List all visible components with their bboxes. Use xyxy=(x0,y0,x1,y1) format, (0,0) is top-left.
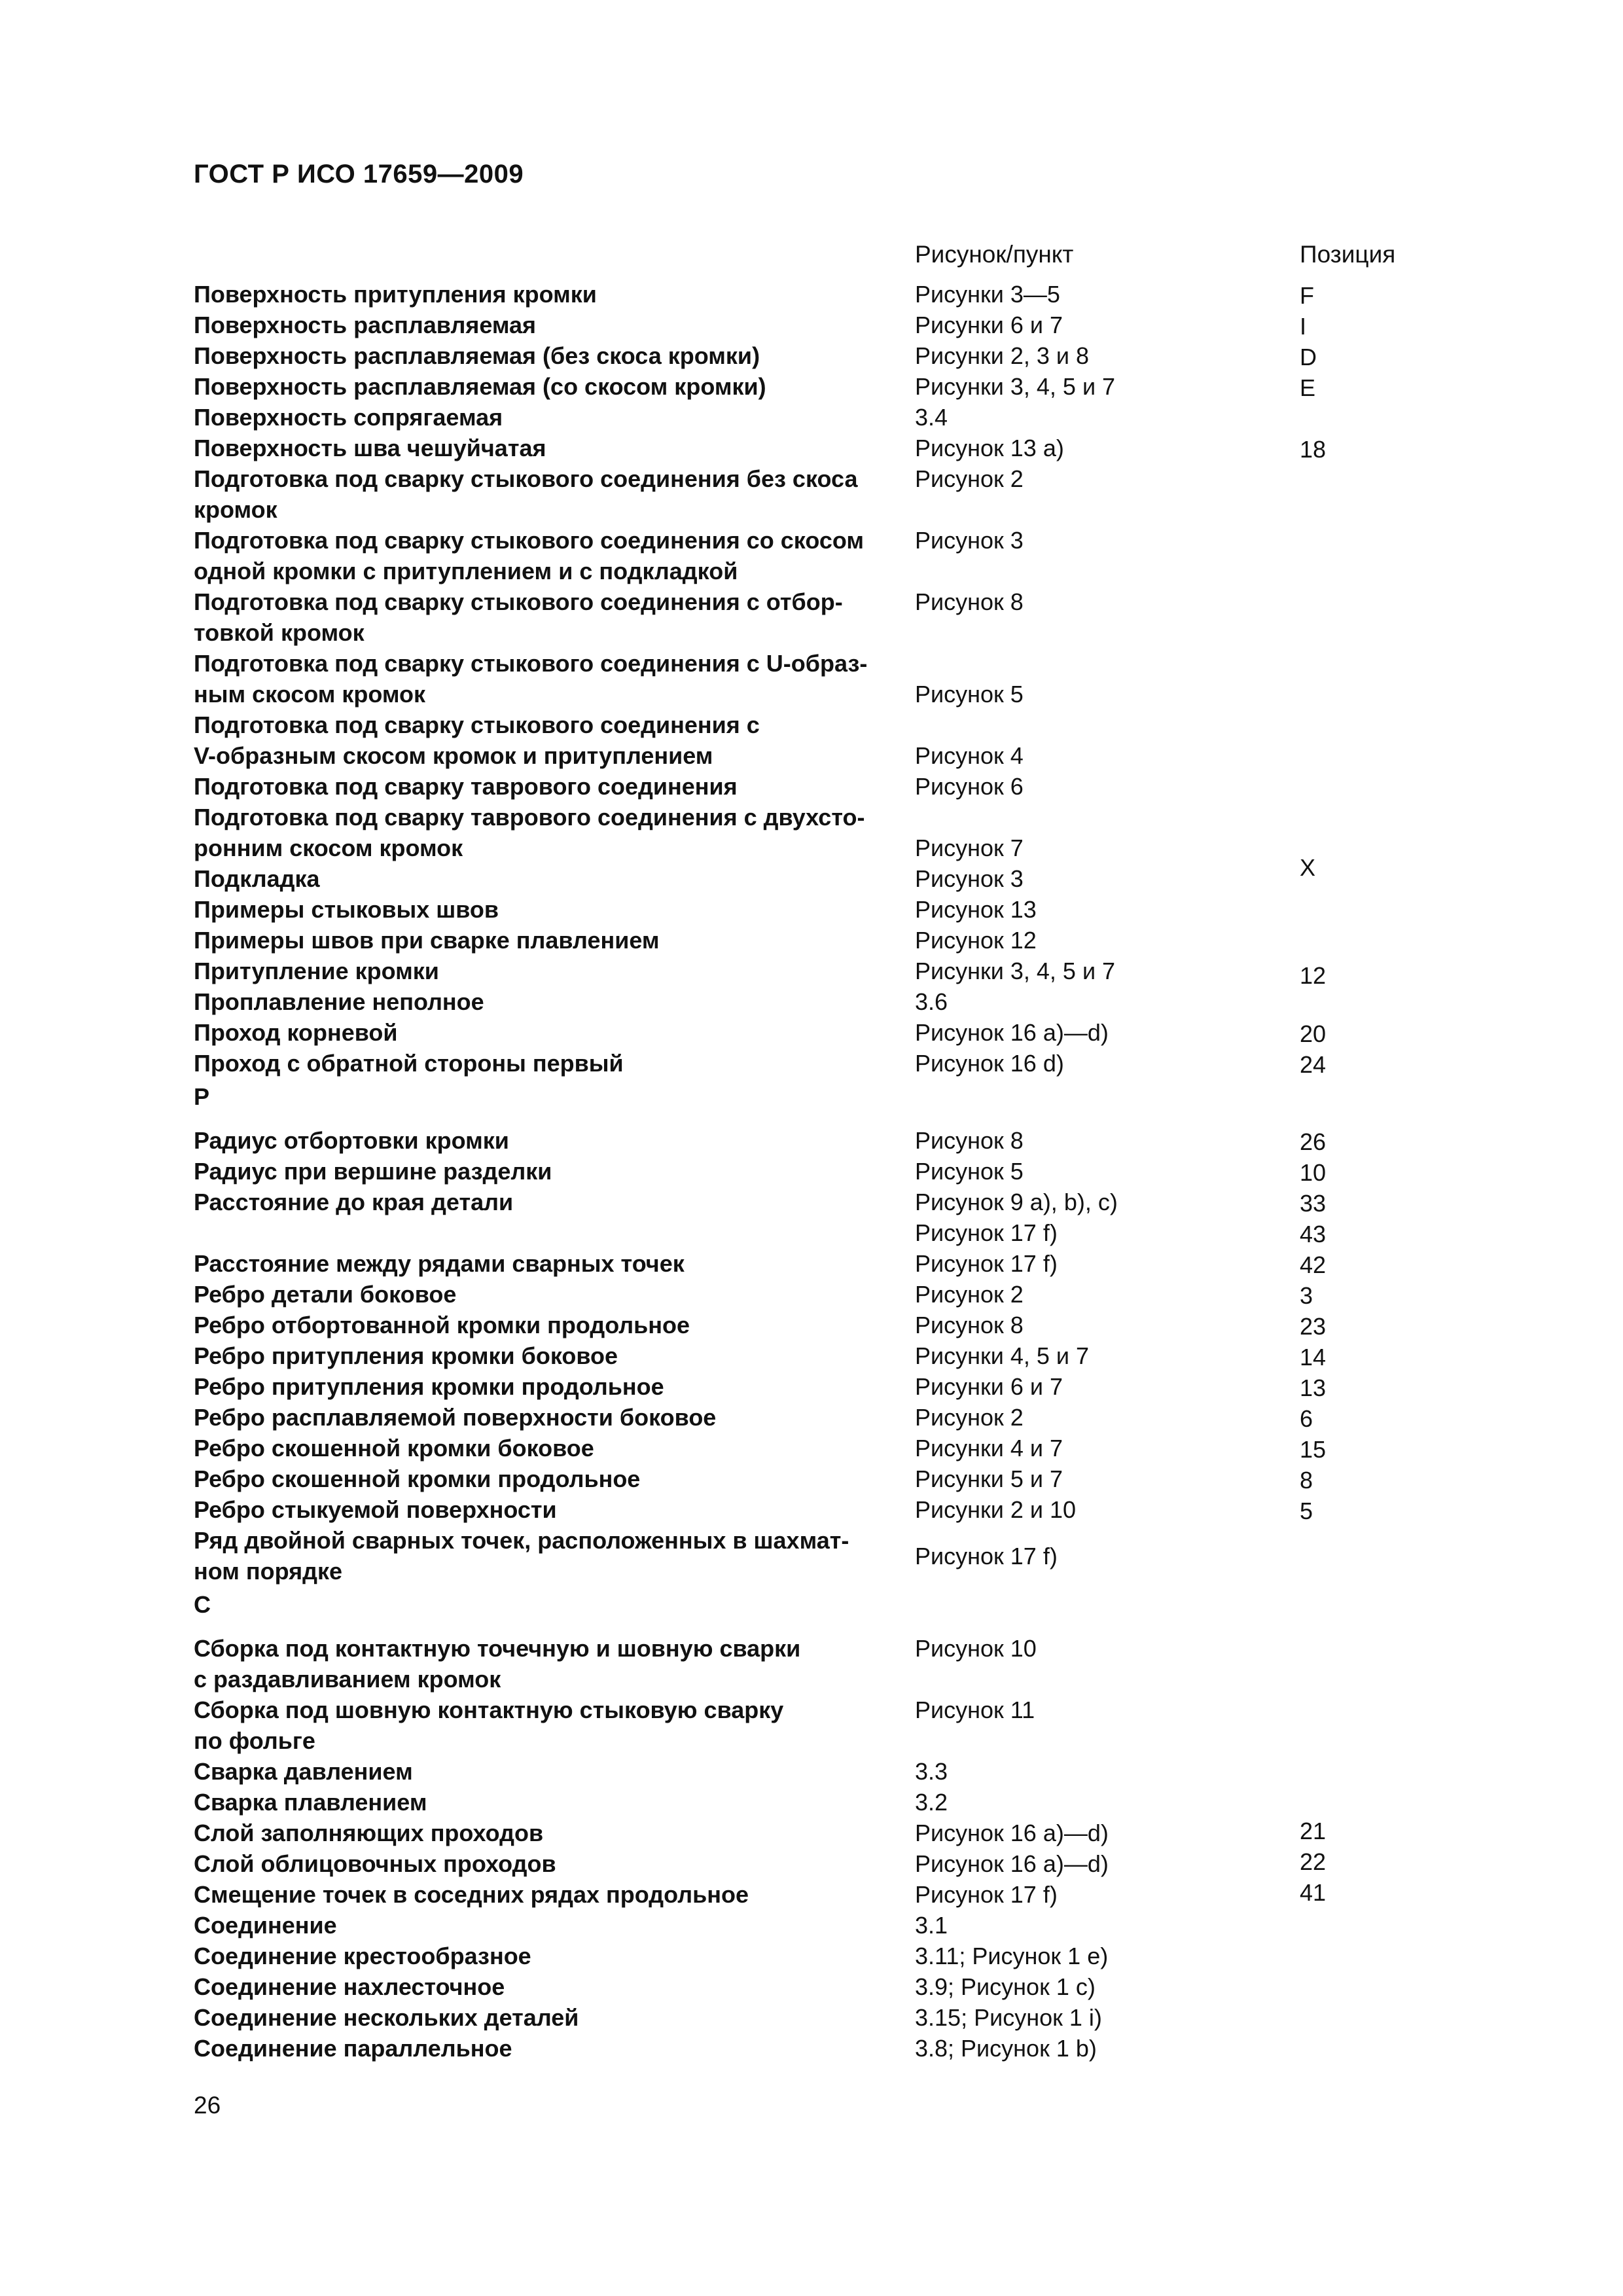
index-row xyxy=(0,1048,1623,1079)
figure-ref: Рисунки 3, 4, 5 и 7 xyxy=(915,958,1116,984)
index-row xyxy=(0,1310,1623,1340)
position-ref: 23 xyxy=(1300,1313,1327,1340)
figure-ref: Рисунок 3 xyxy=(915,865,1024,892)
index-row xyxy=(0,1879,1623,1910)
figure-ref: Рисунок 5 xyxy=(915,1158,1024,1185)
index-term xyxy=(194,371,907,402)
figure-ref: 3.3 xyxy=(915,1758,948,1785)
figure-ref: Рисунки 6 и 7 xyxy=(915,312,1063,338)
section-letter xyxy=(194,1589,907,1620)
index-term xyxy=(194,1695,907,1756)
index-term xyxy=(194,2033,907,2064)
index-term xyxy=(194,648,907,709)
index-term xyxy=(194,1787,907,1818)
index-term-line: Ребро притупления кромки продольное xyxy=(194,1373,664,1400)
position-ref: 42 xyxy=(1300,1251,1327,1278)
figure-ref: Рисунок 16 a)—d) xyxy=(915,1820,1109,1846)
index-term-line: одной кромки с притуплением и с подкладкой xyxy=(194,558,738,584)
index-term-line: по фольге xyxy=(194,1727,315,1754)
index-term-line: Соединение нахлесточное xyxy=(194,1973,505,2000)
index-term-line: ронним скосом кромок xyxy=(194,834,463,861)
figure-ref: 3.6 xyxy=(915,988,948,1015)
index-row xyxy=(0,2033,1623,2064)
figure-ref: Рисунок 13 a) xyxy=(915,435,1064,461)
figure-ref: Рисунок 8 xyxy=(915,588,1024,615)
index-row xyxy=(0,1156,1623,1187)
index-row xyxy=(0,525,1623,586)
figure-ref: Рисунки 3—5 xyxy=(915,281,1060,308)
column-header-position: Позиция xyxy=(1300,241,1396,268)
index-row xyxy=(0,894,1623,925)
index-term-line: ным скосом кромок xyxy=(194,681,426,708)
figure-ref: Рисунки 4 и 7 xyxy=(915,1435,1063,1462)
figure-ref: Рисунок 17 f) xyxy=(915,1219,1058,1246)
position-ref: 41 xyxy=(1300,1879,1327,1906)
index-term xyxy=(194,1156,907,1187)
figure-ref: Рисунок 13 xyxy=(915,896,1037,923)
index-row xyxy=(0,648,1623,709)
index-term xyxy=(194,771,907,802)
figure-ref: Рисунок 17 f) xyxy=(915,1543,1058,1570)
position-ref: 3 xyxy=(1300,1282,1313,1309)
index-row xyxy=(0,402,1623,433)
index-row xyxy=(0,279,1623,310)
index-term-line: Поверхность шва чешуйчатая xyxy=(194,435,546,461)
index-term-line: Поверхность притупления кромки xyxy=(194,281,597,308)
position-ref: 22 xyxy=(1300,1848,1327,1875)
index-row xyxy=(0,802,1623,863)
figure-ref: Рисунок 7 xyxy=(915,834,1024,861)
index-row xyxy=(0,1402,1623,1433)
index-row xyxy=(0,1848,1623,1879)
index-term xyxy=(194,433,907,463)
index-term-line: Подготовка под сварку стыкового соединения с xyxy=(194,711,760,738)
index-term xyxy=(194,1879,907,1910)
index-term xyxy=(194,1433,907,1463)
page-number: 26 xyxy=(194,2092,221,2119)
index-term xyxy=(194,1941,907,1971)
index-term-line: Радиус отбортовки кромки xyxy=(194,1127,509,1154)
index-term-line: Притупление кромки xyxy=(194,958,439,984)
index-term xyxy=(194,1125,907,1156)
figure-ref: Рисунки 2, 3 и 8 xyxy=(915,342,1090,369)
figure-ref: 3.8; Рисунок 1 b) xyxy=(915,2035,1097,2062)
index-row xyxy=(0,310,1623,340)
figure-ref: Рисунок 16 a)—d) xyxy=(915,1019,1109,1046)
index-row xyxy=(0,1910,1623,1941)
index-row xyxy=(0,854,1623,894)
index-term xyxy=(194,925,907,956)
index-term-line: Соединение крестообразное xyxy=(194,1943,531,1969)
figure-ref: Рисунки 5 и 7 xyxy=(915,1465,1063,1492)
figure-ref: Рисунок 3 xyxy=(915,527,1024,554)
position-ref: 33 xyxy=(1300,1190,1327,1217)
position-ref: 20 xyxy=(1300,1020,1327,1047)
figure-ref: Рисунок 16 a)—d) xyxy=(915,1850,1109,1877)
index-term xyxy=(194,1633,907,1695)
index-term-line: V-образным скосом кромок и притуплением xyxy=(194,742,713,769)
position-ref: D xyxy=(1300,344,1317,370)
index-term xyxy=(194,463,907,525)
position-ref: 10 xyxy=(1300,1159,1327,1186)
index-row xyxy=(0,586,1623,648)
position-ref: 12 xyxy=(1300,962,1327,989)
index-term-line: Сварка давлением xyxy=(194,1758,413,1785)
index-term-line: Поверхность расплавляемая xyxy=(194,312,537,338)
index-row xyxy=(0,1463,1623,1494)
index-term xyxy=(194,1402,907,1433)
index-term-line: Поверхность сопрягаемая xyxy=(194,404,503,431)
index-row xyxy=(0,1695,1623,1756)
index-term xyxy=(194,956,907,986)
index-term xyxy=(194,279,907,310)
section-letter xyxy=(194,1081,907,1112)
index-term xyxy=(194,1310,907,1340)
index-term-line: Подготовка под сварку стыкового соединения с отбор- xyxy=(194,588,843,615)
index-term-line: Ребро детали боковое xyxy=(194,1281,457,1308)
index-term xyxy=(194,310,907,340)
figure-ref: Рисунок 10 xyxy=(915,1635,1037,1662)
index-term-line: ном порядке xyxy=(194,1558,343,1585)
index-term-line xyxy=(194,1217,907,1248)
index-term-line: Подготовка под сварку таврового соединения xyxy=(194,773,738,800)
index-term-line: Расстояние между рядами сварных точек xyxy=(194,1250,685,1277)
index-term-line: Поверхность расплавляемая (со скосом кромки) xyxy=(194,373,766,400)
index-row xyxy=(0,340,1623,371)
figure-ref: Рисунок 5 xyxy=(915,681,1024,708)
index-term-line: Соединение нескольких деталей xyxy=(194,2004,579,2031)
index-term-line: Ребро притупления кромки боковое xyxy=(194,1342,618,1369)
index-row xyxy=(0,1818,1623,1848)
figure-ref: Рисунок 17 f) xyxy=(915,1881,1058,1908)
index-term-line: Ребро стыкуемой поверхности xyxy=(194,1496,557,1523)
index-row xyxy=(0,371,1623,402)
index-term-line: Проход с обратной стороны первый xyxy=(194,1050,624,1077)
index-term-line: Слой облицовочных проходов xyxy=(194,1850,556,1877)
index-row xyxy=(0,1756,1623,1787)
index-term xyxy=(194,863,907,894)
index-term-line: Ряд двойной сварных точек, расположенных в шахмат- xyxy=(194,1527,849,1554)
position-ref: 13 xyxy=(1300,1374,1327,1401)
figure-ref: Рисунок 11 xyxy=(915,1696,1035,1723)
figure-ref: 3.4 xyxy=(915,404,948,431)
index-row xyxy=(0,925,1623,956)
position-ref: 26 xyxy=(1300,1128,1327,1155)
figure-ref: Рисунок 12 xyxy=(915,927,1037,954)
figure-ref: 3.11; Рисунок 1 e) xyxy=(915,1943,1109,1969)
index-row xyxy=(0,1633,1623,1695)
index-term xyxy=(194,1048,907,1079)
index-term-line: Подготовка под сварку стыкового соединения без скоса xyxy=(194,465,858,492)
index-row xyxy=(0,1525,1623,1587)
figure-ref: Рисунок 6 xyxy=(915,773,1024,800)
index-term xyxy=(194,2002,907,2033)
index-term xyxy=(194,1371,907,1402)
index-term xyxy=(194,1187,907,1248)
figure-ref: 3.9; Рисунок 1 c) xyxy=(915,1973,1096,2000)
index-term-line: Соединение xyxy=(194,1912,337,1939)
index-term-line: Проплавление неполное xyxy=(194,988,484,1015)
position-ref: E xyxy=(1300,374,1316,401)
column-header-figure: Рисунок/пункт xyxy=(915,241,1074,268)
index-row xyxy=(0,1187,1623,1248)
index-term xyxy=(194,1848,907,1879)
index-term xyxy=(194,894,907,925)
index-term-line: Подготовка под сварку стыкового соединения со скосом xyxy=(194,527,865,554)
index-row xyxy=(0,1941,1623,1971)
index-row xyxy=(0,1279,1623,1310)
index-term-line: Ребро скошенной кромки продольное xyxy=(194,1465,641,1492)
index-term-line: Ребро расплавляемой поверхности боковое xyxy=(194,1404,717,1431)
figure-ref: Рисунок 2 xyxy=(915,1281,1024,1308)
index-term-line: Радиус при вершине разделки xyxy=(194,1158,552,1185)
index-term xyxy=(194,1818,907,1848)
index-term xyxy=(194,340,907,371)
index-row xyxy=(0,1494,1623,1525)
index-term-line: Слой заполняющих проходов xyxy=(194,1820,544,1846)
figure-ref: Рисунки 3, 4, 5 и 7 xyxy=(915,373,1116,400)
position-ref: 43 xyxy=(1300,1221,1327,1247)
index-term xyxy=(194,1756,907,1787)
index-term xyxy=(194,1248,907,1279)
position-ref: 8 xyxy=(1300,1467,1313,1494)
index-row xyxy=(0,1340,1623,1371)
index-term-line: С xyxy=(194,1591,211,1618)
index-row xyxy=(0,986,1623,1017)
index-term-line: Сборка под контактную точечную и шовную сварки xyxy=(194,1635,801,1662)
column-headers xyxy=(0,241,1623,274)
position-ref: X xyxy=(1300,854,1316,881)
index-term-line: Соединение параллельное xyxy=(194,2035,512,2062)
figure-ref: 3.1 xyxy=(915,1912,948,1939)
figure-ref: Рисунок 4 xyxy=(915,742,1024,769)
index-row xyxy=(0,463,1623,525)
index-term-line: Подкладка xyxy=(194,865,320,892)
index-term xyxy=(194,1971,907,2002)
figure-ref: Рисунок 8 xyxy=(915,1312,1024,1338)
index-row xyxy=(0,1017,1623,1048)
index-term xyxy=(194,709,907,771)
index-row xyxy=(0,2002,1623,2033)
index-term-line: Проход корневой xyxy=(194,1019,398,1046)
index-row xyxy=(0,1433,1623,1463)
index-term xyxy=(194,1525,907,1587)
index-term-line: кромок xyxy=(194,496,277,523)
index-term xyxy=(194,986,907,1017)
index-term-line: Р xyxy=(194,1083,210,1110)
index-term-line: Расстояние до края детали xyxy=(194,1189,514,1215)
index-row xyxy=(0,1125,1623,1156)
index-term xyxy=(194,586,907,648)
index-row xyxy=(0,1371,1623,1402)
index-list xyxy=(0,279,1623,2064)
index-term-line: Ребро отбортованной кромки продольное xyxy=(194,1312,690,1338)
index-term xyxy=(194,525,907,586)
index-term-line: Примеры стыковых швов xyxy=(194,896,499,923)
figure-ref: Рисунок 2 xyxy=(915,1404,1024,1431)
index-term-line: товкой кромок xyxy=(194,619,365,646)
position-ref: 6 xyxy=(1300,1405,1313,1432)
index-term xyxy=(194,402,907,433)
index-term xyxy=(194,1910,907,1941)
index-term xyxy=(194,1340,907,1371)
position-ref: F xyxy=(1300,282,1314,309)
index-term xyxy=(194,1017,907,1048)
index-term xyxy=(194,1494,907,1525)
document-header: ГОСТ Р ИСО 17659—2009 xyxy=(194,160,524,188)
index-term-line: Ребро скошенной кромки боковое xyxy=(194,1435,594,1462)
position-ref: 24 xyxy=(1300,1051,1327,1078)
index-term-line: Примеры швов при сварке плавлением xyxy=(194,927,660,954)
figure-ref: Рисунки 4, 5 и 7 xyxy=(915,1342,1090,1369)
index-row xyxy=(0,771,1623,802)
position-ref: 15 xyxy=(1300,1436,1327,1463)
index-term-line: Подготовка под сварку таврового соединения с двухсто- xyxy=(194,804,865,831)
index-term-line: с раздавливанием кромок xyxy=(194,1666,501,1693)
position-ref: 14 xyxy=(1300,1344,1327,1371)
figure-ref: Рисунок 17 f) xyxy=(915,1250,1058,1277)
figure-ref: 3.15; Рисунок 1 i) xyxy=(915,2004,1102,2031)
figure-ref: Рисунок 16 d) xyxy=(915,1050,1064,1077)
section-letter-row xyxy=(0,1079,1623,1125)
figure-ref: 3.2 xyxy=(915,1789,948,1816)
figure-ref: Рисунки 2 и 10 xyxy=(915,1496,1077,1523)
index-term-line: Поверхность расплавляемая (без скоса кромки) xyxy=(194,342,760,369)
figure-ref: Рисунок 8 xyxy=(915,1127,1024,1154)
index-row xyxy=(0,709,1623,771)
index-term-line: Подготовка под сварку стыкового соединения с U-образ- xyxy=(194,650,868,677)
figure-ref: Рисунки 6 и 7 xyxy=(915,1373,1063,1400)
section-letter-row xyxy=(0,1587,1623,1633)
index-term-line: Сборка под шовную контактную стыковую сварку xyxy=(194,1696,784,1723)
figure-ref: Рисунок 9 a), b), c) xyxy=(915,1189,1118,1215)
index-term-line: Смещение точек в соседних рядах продольное xyxy=(194,1881,749,1908)
index-term xyxy=(194,1463,907,1494)
index-row xyxy=(0,433,1623,463)
figure-ref: Рисунок 2 xyxy=(915,465,1024,492)
index-row xyxy=(0,1787,1623,1818)
index-term xyxy=(194,1279,907,1310)
index-term-line: Сварка плавлением xyxy=(194,1789,427,1816)
position-ref: I xyxy=(1300,313,1307,340)
index-row xyxy=(0,1971,1623,2002)
position-ref: 21 xyxy=(1300,1818,1327,1844)
position-ref: 5 xyxy=(1300,1498,1313,1524)
index-row xyxy=(0,1248,1623,1279)
position-ref: 18 xyxy=(1300,436,1327,463)
index-row xyxy=(0,956,1623,989)
index-term xyxy=(194,802,907,863)
